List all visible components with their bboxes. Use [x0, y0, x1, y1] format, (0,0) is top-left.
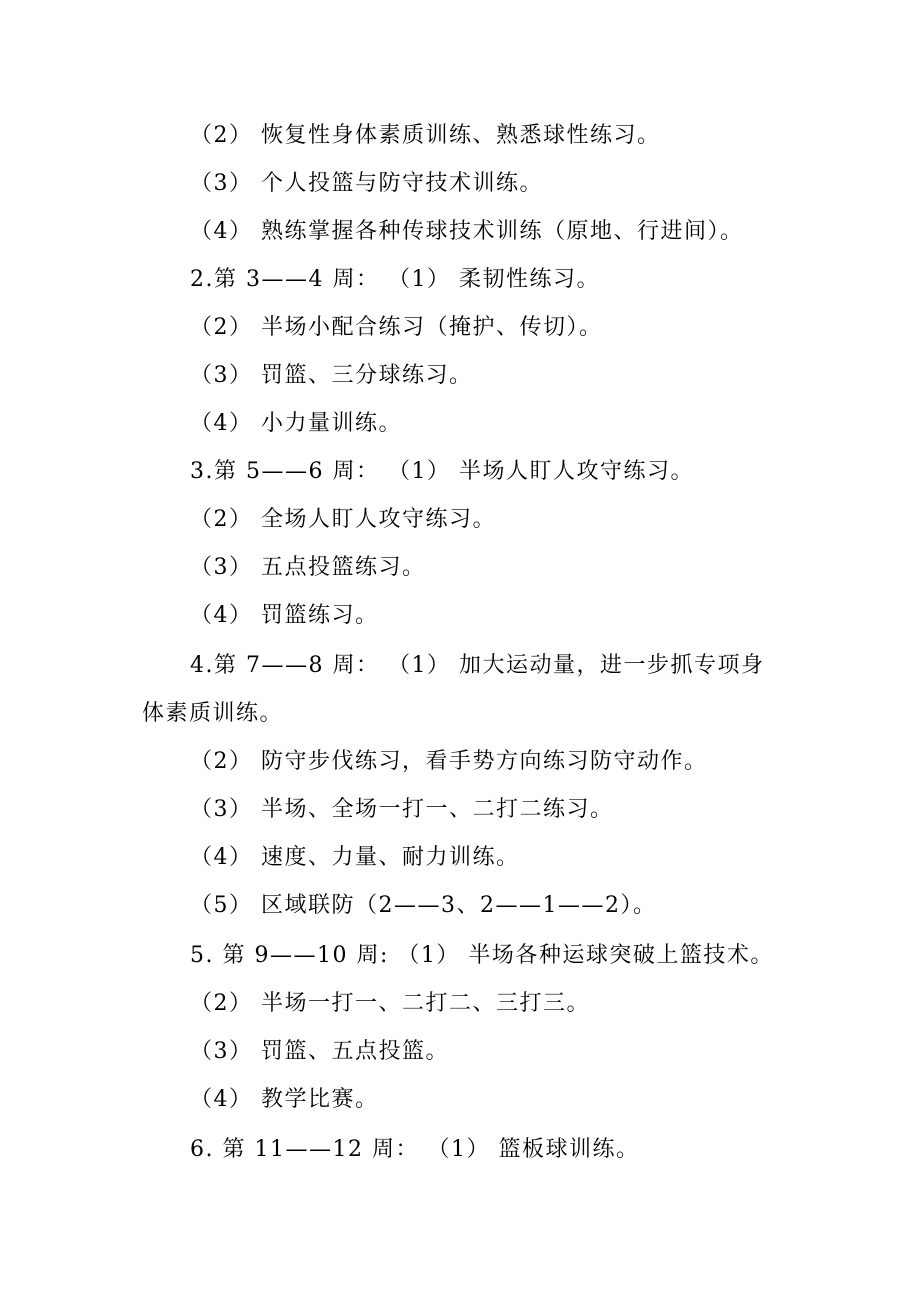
text-line: （3） 罚篮、五点投篮。	[190, 1039, 449, 1064]
text-line: （3） 罚篮、三分球练习。	[190, 363, 473, 388]
text-line: （4） 速度、力量、耐力训练。	[190, 845, 520, 870]
section-heading-line: 3.第 5——6 周： （1） 半场人盯人攻守练习。	[190, 459, 694, 484]
text-line: （3） 半场、全场一打一、二打二练习。	[190, 797, 614, 822]
text-line-continuation: 体素质训练。	[142, 701, 284, 726]
text-line: （4） 小力量训练。	[190, 411, 402, 436]
text-line: （5） 区域联防（2——3、2——1——2）。	[190, 893, 657, 918]
text-line: （2） 全场人盯人攻守练习。	[190, 507, 496, 532]
text-line: （2） 半场一打一、二打二、三打三。	[190, 991, 590, 1016]
section-heading-line: 2.第 3——4 周： （1） 柔韧性练习。	[190, 267, 600, 292]
text-line: （3） 五点投篮练习。	[190, 555, 426, 580]
text-line: （4） 罚篮练习。	[190, 603, 379, 628]
text-line: （4） 熟练掌握各种传球技术训练（原地、行进间）。	[190, 219, 744, 244]
text-line: （4） 教学比赛。	[190, 1087, 379, 1112]
text-line: （2） 恢复性身体素质训练、熟悉球性练习。	[190, 123, 661, 148]
text-line: （3） 个人投篮与防守技术训练。	[190, 171, 543, 196]
section-heading-line: 6. 第 11——12 周： （1） 篮板球训练。	[190, 1137, 640, 1162]
section-heading-line: 4.第 7——8 周： （1） 加大运动量，进一步抓专项身	[190, 653, 765, 678]
section-heading-line: 5. 第 9——10 周: （1） 半场各种运球突破上篮技术。	[190, 943, 774, 968]
text-line: （2） 防守步伐练习，看手势方向练习防守动作。	[190, 749, 708, 774]
text-line: （2） 半场小配合练习（掩护、传切）。	[190, 315, 603, 340]
